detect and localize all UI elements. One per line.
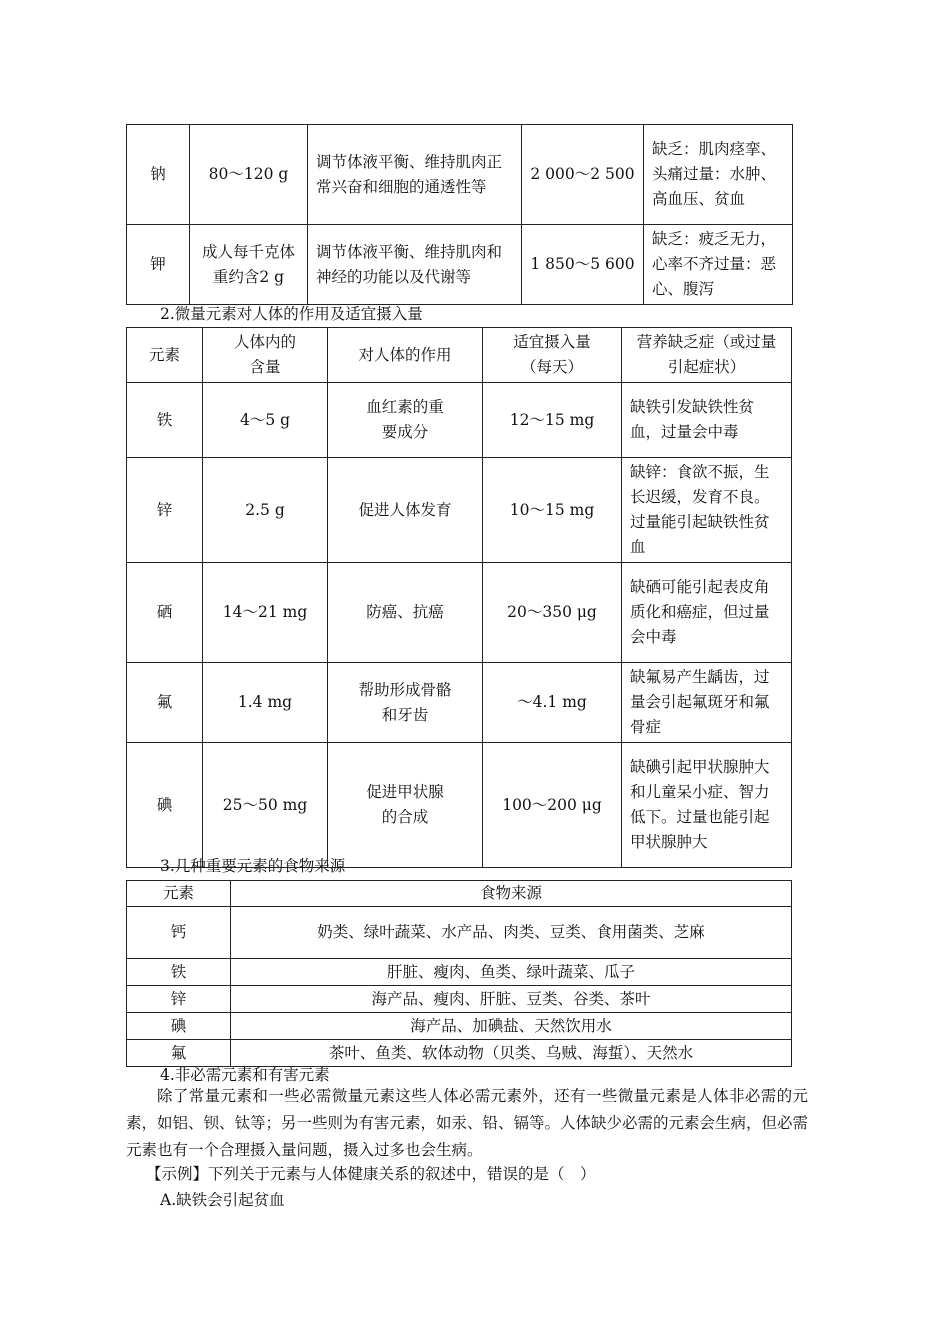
content-cell: 4～5 g	[203, 383, 328, 458]
source-cell: 海产品、加碘盐、天然饮用水	[231, 1013, 792, 1040]
element-cell: 钾	[127, 225, 190, 305]
column-header: 营养缺乏症（或过量引起症状）	[622, 328, 792, 383]
element-cell: 碘	[127, 743, 203, 868]
intake-cell: 1 850～5 600	[522, 225, 644, 305]
content-cell: 1.4 mg	[203, 663, 328, 743]
intake-cell: 2 000～2 500	[522, 125, 644, 225]
table-row	[127, 663, 792, 743]
element-cell: 锌	[127, 986, 231, 1013]
example-question	[146, 1161, 596, 1187]
column-header: 适宜摄入量（每天）	[483, 328, 622, 383]
source-cell: 海产品、瘦肉、肝脏、豆类、谷类、茶叶	[231, 986, 792, 1013]
source-cell: 奶类、绿叶蔬菜、水产品、肉类、豆类、食用菌类、芝麻	[231, 907, 792, 959]
deficiency-cell: 缺乏：疲乏无力，心率不齐过量：恶心、腹泻	[644, 225, 793, 305]
column-header: 人体内的含量	[203, 328, 328, 383]
column-header: 食物来源	[231, 881, 792, 907]
option-a: A.缺铁会引起贫血	[160, 1191, 285, 1209]
table-row	[127, 383, 792, 458]
intake-cell: 20～350 μg	[483, 563, 622, 663]
intake-cell: 10～15 mg	[483, 458, 622, 563]
trace-element-table	[126, 327, 792, 868]
table-row	[127, 458, 792, 563]
content-cell: 成人每千克体重约含2 g	[190, 225, 308, 305]
element-cell: 钙	[127, 907, 231, 959]
intake-cell: 100～200 μg	[483, 743, 622, 868]
macro-element-table-continued	[126, 124, 793, 305]
content-cell: 80～120 g	[190, 125, 308, 225]
element-cell: 碘	[127, 1013, 231, 1040]
table-header-row	[127, 328, 792, 383]
element-cell: 钠	[127, 125, 190, 225]
section-heading: 4.非必需元素和有害元素	[160, 1066, 330, 1084]
table-header-row	[127, 881, 792, 907]
deficiency-cell: 缺氟易产生龋齿，过量会引起氟斑牙和氟骨症	[622, 663, 792, 743]
column-header: 元素	[127, 328, 203, 383]
function-cell: 防癌、抗癌	[328, 563, 483, 663]
source-cell: 肝脏、瘦肉、鱼类、绿叶蔬菜、瓜子	[231, 959, 792, 986]
intake-cell: ～4.1 mg	[483, 663, 622, 743]
element-cell: 铁	[127, 959, 231, 986]
body-paragraph: 除了常量元素和一些必需微量元素这些人体必需元素外，还有一些微量元素是人体非必需的元素，如铝、钡、钛等；另一些则为有害元素，如汞、铅、镉等。人体缺少必需的元素会生病，但必需元素也有一个合理摄入量问题，摄入过多也会生病。	[126, 1087, 809, 1159]
section-heading: 3.几种重要元素的食物来源	[160, 857, 346, 875]
function-cell: 帮助形成骨骼和牙齿	[328, 663, 483, 743]
element-cell: 硒	[127, 563, 203, 663]
content-cell: 14～21 mg	[203, 563, 328, 663]
element-cell: 氟	[127, 1040, 231, 1067]
question-text: 下列关于元素与人体健康关系的叙述中，错误的是（ ）	[208, 1165, 596, 1183]
content-cell: 2.5 g	[203, 458, 328, 563]
function-cell: 促进人体发育	[328, 458, 483, 563]
column-header: 元素	[127, 881, 231, 907]
deficiency-cell: 缺铁引发缺铁性贫血，过量会中毒	[622, 383, 792, 458]
deficiency-cell: 缺碘引起甲状腺肿大和儿童呆小症、智力低下。过量也能引起甲状腺肿大	[622, 743, 792, 868]
source-cell: 茶叶、鱼类、软体动物（贝类、乌贼、海蜇）、天然水	[231, 1040, 792, 1067]
table-row	[127, 959, 792, 986]
function-cell: 促进甲状腺的合成	[328, 743, 483, 868]
table-row	[127, 125, 793, 225]
function-cell: 血红素的重要成分	[328, 383, 483, 458]
food-source-table	[126, 880, 792, 1067]
element-cell: 氟	[127, 663, 203, 743]
element-cell: 铁	[127, 383, 203, 458]
intake-cell: 12～15 mg	[483, 383, 622, 458]
table-row	[127, 225, 793, 305]
element-cell: 锌	[127, 458, 203, 563]
deficiency-cell: 缺锌：食欲不振，生长迟缓，发育不良。过量能引起缺铁性贫血	[622, 458, 792, 563]
table-row	[127, 743, 792, 868]
column-header: 对人体的作用	[328, 328, 483, 383]
function-cell: 调节体液平衡、维持肌肉正常兴奋和细胞的通透性等	[308, 125, 522, 225]
deficiency-cell: 缺乏：肌肉痉挛、头痛过量：水肿、高血压、贫血	[644, 125, 793, 225]
example-label: 【示例】	[146, 1165, 209, 1183]
section-heading: 2.微量元素对人体的作用及适宜摄入量	[160, 305, 423, 323]
table-row	[127, 986, 792, 1013]
function-cell: 调节体液平衡、维持肌肉和神经的功能以及代谢等	[308, 225, 522, 305]
table-row	[127, 907, 792, 959]
content-cell: 25～50 mg	[203, 743, 328, 868]
table-row	[127, 1013, 792, 1040]
table-row	[127, 563, 792, 663]
deficiency-cell: 缺硒可能引起表皮角质化和癌症，但过量会中毒	[622, 563, 792, 663]
